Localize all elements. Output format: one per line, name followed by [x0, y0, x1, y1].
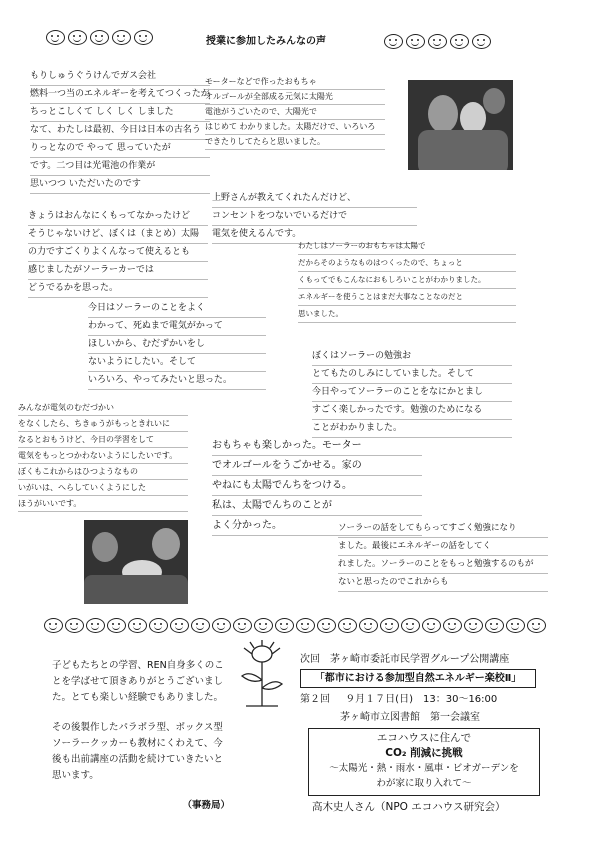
- comment-line: わかって、死ぬまで電気がかって: [88, 318, 266, 336]
- comment-line: 上野さんが教えてくれたんだけど、: [212, 190, 417, 208]
- comment-line: おもちゃも楽しかった。モーター: [212, 436, 422, 456]
- comment-line: やねにも太陽でんちをつける。: [212, 476, 422, 496]
- smiley-icon: [90, 30, 109, 45]
- comment-line: オルゴールが全部成る元気に太陽光: [205, 90, 385, 105]
- comment-line: ほしいから、むだずかいをし: [88, 336, 266, 354]
- comment-7: [312, 348, 512, 438]
- notice-course-title: 「都市における参加型自然エネルギー楽校Ⅱ」: [300, 669, 536, 688]
- notice-topic-1: エコハウスに住んで: [376, 732, 472, 744]
- smiley-icon: [128, 618, 147, 633]
- comment-line: よく分かった。: [212, 516, 422, 536]
- smiley-row-left: [46, 30, 153, 45]
- smiley-icon: [472, 34, 491, 49]
- comment-line: りっとなので やって 思っていたが: [30, 140, 210, 158]
- smiley-icon: [406, 34, 425, 49]
- smiley-icon: [112, 30, 131, 45]
- comment-line: できたりしてたらと思いました。: [205, 135, 385, 150]
- comment-line: ちっとこしくて しく しく しました: [30, 104, 210, 122]
- notice-venue: 茅ヶ崎市立図書館 第一会議室: [340, 712, 480, 723]
- comment-line: なて、わたしは最初、今日は日本の古名う: [30, 122, 210, 140]
- comment-8: [18, 400, 188, 512]
- comment-line: わたしはソーラーのおもちゃは太陽で: [298, 238, 516, 255]
- smiley-icon: [254, 618, 273, 633]
- smiley-icon: [380, 618, 399, 633]
- smiley-icon: [107, 618, 126, 633]
- comment-5: [298, 238, 516, 323]
- comment-line: 電気を使えるんです。: [212, 226, 417, 244]
- comment-line: 今日はソーラーのことをよく: [88, 300, 266, 318]
- comment-line: 電気をもっとつかわないようにしたいです。: [18, 448, 188, 464]
- comment-line: きょうはおんなにくもってなかったけど: [28, 208, 208, 226]
- comment-line: そうじゃないけど、ぼくは（まとめ）太陽: [28, 226, 208, 244]
- notice-topic-box: [308, 728, 540, 796]
- comment-line: エネルギーを使うことはまだ大事なことなのだと: [298, 289, 516, 306]
- smiley-icon: [275, 618, 294, 633]
- comment-line: 感じましたがソーラーカーでは: [28, 262, 208, 280]
- smiley-icon: [149, 618, 168, 633]
- comment-line: 今日やってソーラーのことをなにかとまし: [312, 384, 512, 402]
- smiley-row-right: [384, 34, 491, 49]
- smiley-icon: [134, 30, 153, 45]
- smiley-icon: [450, 34, 469, 49]
- comment-line: ないようにしたい。そして: [88, 354, 266, 372]
- page-title: 授業に参加したみんなの声: [206, 36, 326, 47]
- comment-line: ぼくもこれからはひつようなもの: [18, 464, 188, 480]
- comment-6: [88, 300, 266, 390]
- smiley-icon: [65, 618, 84, 633]
- smiley-icon: [384, 34, 403, 49]
- comment-line: すごく楽しかったです。勉強のためになる: [312, 402, 512, 420]
- comment-1: [30, 68, 210, 194]
- smiley-icon: [212, 618, 231, 633]
- smiley-icon: [401, 618, 420, 633]
- report-paragraph-1: 子どもたちとの学習、REN自身多くのことを学ばせて頂きありがとうございました。とても楽しい経験でもありました。: [52, 660, 224, 703]
- notice-line-1: 次回 茅ヶ崎市委託市民学習グループ公開講座: [300, 654, 510, 665]
- comment-line: 電池がうごいたので、大陽光で: [205, 105, 385, 120]
- report-paragraph-2: その後製作したパラボラ型、ボックス型ソーラークッカーも教材にくわえて、今後も出前講座の活動を続けていきたいと思います。: [52, 722, 224, 781]
- comment-line: 思いました。: [298, 306, 516, 323]
- smiley-icon: [170, 618, 189, 633]
- smiley-icon: [359, 618, 378, 633]
- class-photo-2: [84, 520, 188, 604]
- notice-speaker: 高木史人さん（NPO エコハウス研究会）: [312, 801, 506, 813]
- comment-line: だからそのようなものはつくったので、ちょっと: [298, 255, 516, 272]
- comment-line: 思いつつ いただいたのです: [30, 176, 210, 194]
- smiley-icon: [422, 618, 441, 633]
- smiley-icon: [317, 618, 336, 633]
- sunflower-illustration: [226, 640, 298, 710]
- comment-2: [205, 75, 385, 150]
- smiley-icon: [485, 618, 504, 633]
- comment-line: みんなが電気のむだづかい: [18, 400, 188, 416]
- comment-line: くもってでもこんなにおもしろいことがわかりました。: [298, 272, 516, 289]
- comment-line: とてもたのしみにしていました。そして: [312, 366, 512, 384]
- smiley-icon: [86, 618, 105, 633]
- comment-line: なるとおもうけど、今日の学習をして: [18, 432, 188, 448]
- comment-10: [338, 520, 548, 592]
- comment-line: れました。ソーラーのことをもっと勉強するのもが: [338, 556, 548, 574]
- smiley-icon: [338, 618, 357, 633]
- comment-line: はじめて わかりました。太陽だけで、いろいろ: [205, 120, 385, 135]
- notice-date-label: 第２回: [300, 694, 330, 705]
- smiley-icon: [428, 34, 447, 49]
- smiley-icon: [191, 618, 210, 633]
- smiley-icon: [296, 618, 315, 633]
- comment-line: 私は、太陽でんちのことが: [212, 496, 422, 516]
- smiley-icon: [46, 30, 65, 45]
- smiley-icon: [443, 618, 462, 633]
- comment-line: です。二つ目は光電池の作業が: [30, 158, 210, 176]
- notice-date: ９月１７日(日) 13：30～16:00: [345, 694, 498, 705]
- comment-line: いがいは、へらしていくようにした: [18, 480, 188, 496]
- smiley-icon: [68, 30, 87, 45]
- smiley-icon: [464, 618, 483, 633]
- comment-line: でオルゴールをうごかせる。家の: [212, 456, 422, 476]
- comment-line: ことがわかりました。: [312, 420, 512, 438]
- notice-schedule: [300, 692, 536, 707]
- comment-line: いろいろ、やってみたいと思った。: [88, 372, 266, 390]
- comment-line: ソーラーの話をしてもらってすごく勉強になり: [338, 520, 548, 538]
- comment-line: どうでるかを思った。: [28, 280, 208, 298]
- comment-line: モーターなどで作ったおもちゃ: [205, 75, 385, 90]
- comment-line: ほうがいいです。: [18, 496, 188, 512]
- smiley-divider: [44, 618, 546, 633]
- notice-topic-3: ～太陽光・熱・雨水・風車・ビオガーデンを: [329, 763, 519, 774]
- notice-topic-2: CO₂ 削減に挑戦: [385, 747, 463, 759]
- class-photo-1: [408, 80, 513, 170]
- comment-line: ぼくはソーラーの勉強お: [312, 348, 512, 366]
- comment-line: の力ですごくりよくんなって使えるとも: [28, 244, 208, 262]
- notice-topic-4: わが家に取り入れて～: [376, 778, 472, 789]
- smiley-icon: [506, 618, 525, 633]
- comment-line: もりしゅうぐうけんでガス会社: [30, 68, 210, 86]
- notice-header: [300, 652, 536, 688]
- comment-line: ました。最後にエネルギーの話をしてく: [338, 538, 548, 556]
- comment-line: 燃料一つ当のエネルギーを考えてつくったが: [30, 86, 210, 104]
- report-signature: （事務局）: [182, 800, 230, 811]
- smiley-icon: [527, 618, 546, 633]
- comment-3: [212, 190, 417, 244]
- smiley-icon: [233, 618, 252, 633]
- comment-line: をなくしたら、ちきゅうがもっときれいに: [18, 416, 188, 432]
- smiley-icon: [44, 618, 63, 633]
- report-text: [52, 658, 230, 814]
- comment-line: コンセントをつないでいるだけで: [212, 208, 417, 226]
- comment-4: [28, 208, 208, 298]
- comment-line: ないと思ったのでこれからも: [338, 574, 548, 592]
